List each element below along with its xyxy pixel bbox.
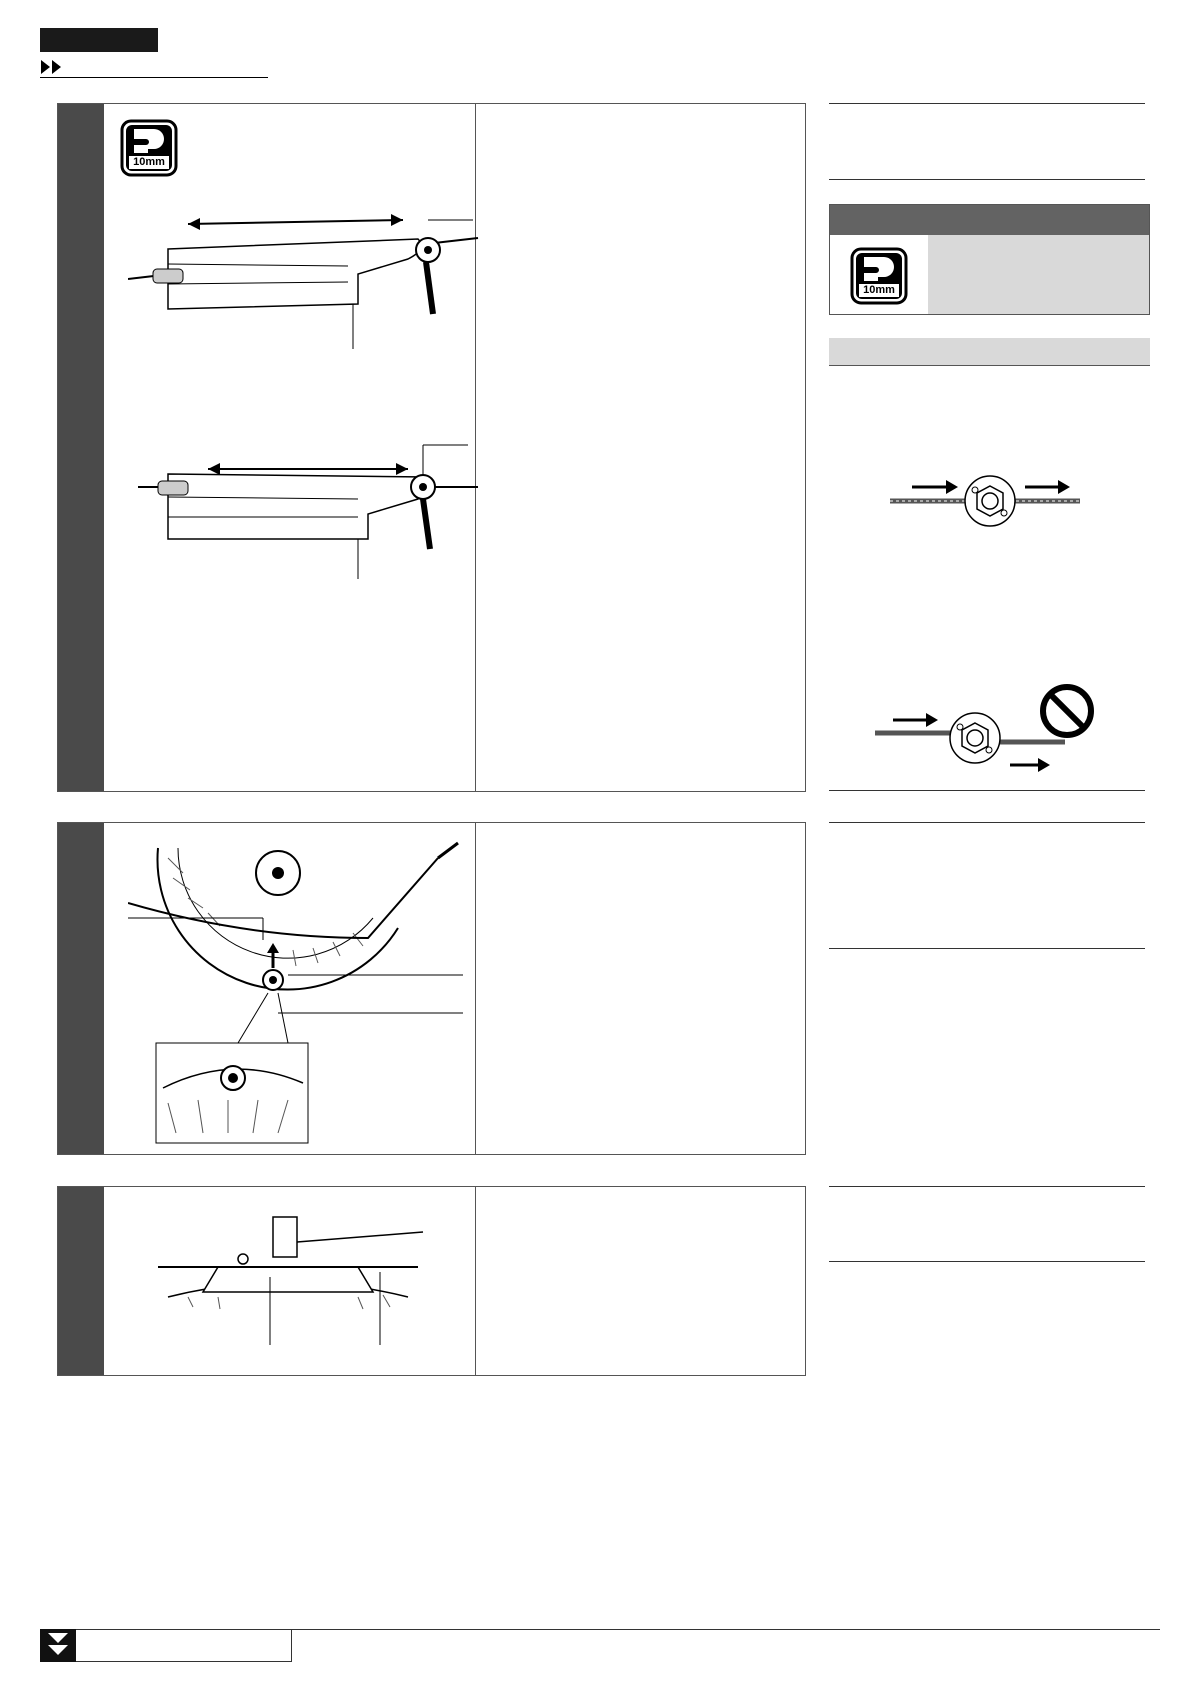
brake-lever-illustration-1	[128, 204, 488, 354]
sidebar-rule-6	[829, 1186, 1145, 1187]
sidebar-rule-7	[829, 1261, 1145, 1262]
step-3-bar	[58, 1187, 104, 1375]
double-arrow-down-icon	[40, 1629, 76, 1662]
step-2-panel	[57, 822, 806, 1155]
note-heading	[829, 338, 1150, 366]
footer-box	[40, 1629, 292, 1662]
required-tool-box	[829, 204, 1150, 315]
step-1-panel	[57, 103, 806, 792]
step-1-bar	[58, 104, 104, 791]
step-2-bar	[58, 823, 104, 1154]
tool-box-title	[830, 205, 1149, 235]
step-2-divider	[475, 823, 476, 1154]
wrench-size-label: 10mm	[863, 284, 895, 296]
tool-box-icon-cell	[830, 235, 929, 314]
sidebar-rule-4	[829, 822, 1145, 823]
section-tab	[40, 28, 158, 52]
wrench-size-label: 10mm	[133, 156, 165, 168]
sidebar-rule-5	[829, 948, 1145, 949]
brake-lever-illustration-2	[138, 439, 488, 579]
step-3-divider	[475, 1187, 476, 1375]
wrench-icon	[850, 247, 908, 305]
sidebar-rule-2	[829, 179, 1145, 180]
step-3-panel	[57, 1186, 806, 1376]
rotor-cable-illustration	[128, 838, 468, 1148]
rotor-side-illustration	[158, 1197, 428, 1347]
double-arrow-icon	[40, 57, 70, 77]
correct-nut-direction-illustration	[890, 465, 1090, 535]
sidebar-rule-1	[829, 103, 1145, 104]
prohibited-icon	[1038, 682, 1096, 740]
sidebar-rule-3	[829, 790, 1145, 791]
wrench-icon	[120, 119, 178, 177]
header-rule	[40, 77, 268, 78]
tool-box-description	[928, 235, 1149, 314]
